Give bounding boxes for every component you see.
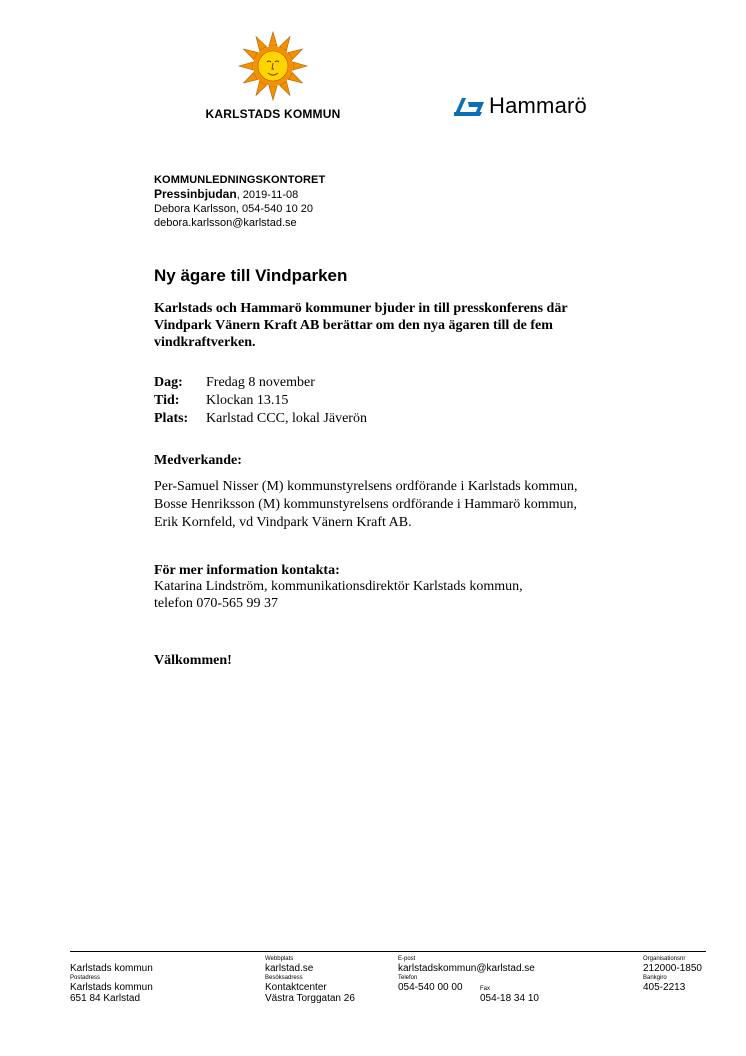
detail-label: Plats: bbox=[154, 411, 189, 426]
contact-heading: För mer information kontakta: bbox=[154, 563, 340, 578]
lead-paragraph: Karlstads och Hammarö kommuner bjuder in till presskonferens där Vindpark Vänern Kraft AB berättar om den nya ägaren till de fem vindkraftverken. bbox=[154, 301, 568, 350]
participants-list bbox=[154, 478, 654, 532]
footer-col-fax bbox=[480, 985, 539, 1004]
footer-value: Västra Torggatan 26 bbox=[265, 993, 355, 1004]
participant-line: Bosse Henriksson (M) kommunstyrelsens ordförande i Hammarö kommun, bbox=[154, 497, 578, 512]
footer-phone: 054-540 00 00 bbox=[398, 982, 463, 993]
footer-value: Kontaktcenter bbox=[265, 982, 327, 993]
event-details bbox=[154, 374, 367, 428]
contact-line: telefon 070-565 99 37 bbox=[154, 596, 279, 611]
doc-type: Pressinbjudan bbox=[154, 187, 237, 201]
detail-label: Tid: bbox=[154, 393, 180, 408]
detail-row-day bbox=[154, 374, 367, 392]
footer-divider bbox=[70, 951, 706, 952]
footer-org-name: Karlstads kommun bbox=[70, 963, 153, 974]
closing-text: Välkommen! bbox=[154, 653, 232, 668]
detail-row-place bbox=[154, 410, 367, 428]
hammaro-logo-text: Hammarö bbox=[489, 93, 587, 118]
page-title: Ny ägare till Vindparken bbox=[154, 266, 348, 285]
doc-date: , 2019-11-08 bbox=[236, 189, 299, 201]
footer-label: Fax bbox=[480, 986, 491, 992]
footer-label: Organisationsnr bbox=[643, 956, 686, 962]
footer-web: karlstad.se bbox=[265, 963, 314, 974]
footer-label: Bankgiro bbox=[643, 975, 667, 981]
footer-value: 651 84 Karlstad bbox=[70, 993, 141, 1004]
doc-type-line bbox=[154, 187, 325, 202]
footer-email: karlstadskommun@karlstad.se bbox=[398, 963, 535, 974]
contact-email: debora.karlsson@karlstad.se bbox=[154, 217, 297, 229]
footer-col-postal bbox=[70, 955, 153, 1004]
detail-label: Dag: bbox=[154, 375, 183, 390]
footer-label: Telefon bbox=[398, 975, 418, 981]
karlstad-logo-text: KARLSTADS KOMMUN bbox=[205, 107, 341, 121]
participant-line: Erik Kornfeld, vd Vindpark Vänern Kraft AB. bbox=[154, 515, 412, 530]
contact-line: Katarina Lindström, kommunikationsdirektör Karlstads kommun, bbox=[154, 579, 523, 594]
detail-value: Klockan 13.15 bbox=[206, 393, 289, 408]
footer-label: Webbplats bbox=[265, 956, 294, 962]
footer-fax: 054-18 34 10 bbox=[480, 993, 539, 1004]
footer-label: E-post bbox=[398, 956, 416, 962]
sender-block bbox=[154, 173, 325, 230]
footer-bankgiro: 405-2213 bbox=[643, 982, 686, 993]
department: KOMMUNLEDNINGSKONTORET bbox=[154, 174, 326, 186]
contact-info bbox=[154, 578, 654, 612]
detail-value: Fredag 8 november bbox=[206, 375, 315, 390]
hammaro-logo-mark bbox=[452, 96, 488, 120]
footer-col-org bbox=[643, 955, 702, 993]
participants-heading: Medverkande: bbox=[154, 453, 242, 468]
footer-label: Besöksadress bbox=[265, 975, 303, 981]
footer-org-number: 212000-1850 bbox=[643, 963, 702, 974]
footer-label: Postadress bbox=[70, 975, 101, 981]
footer-col-web bbox=[265, 955, 355, 1004]
participant-line: Per-Samuel Nisser (M) kommunstyrelsens ordförande i Karlstads kommun, bbox=[154, 479, 578, 494]
detail-row-time bbox=[154, 392, 367, 410]
contact-person: Debora Karlsson, 054-540 10 20 bbox=[154, 203, 313, 215]
footer-value: Karlstads kommun bbox=[70, 982, 153, 993]
detail-value: Karlstad CCC, lokal Jäverön bbox=[206, 411, 367, 426]
